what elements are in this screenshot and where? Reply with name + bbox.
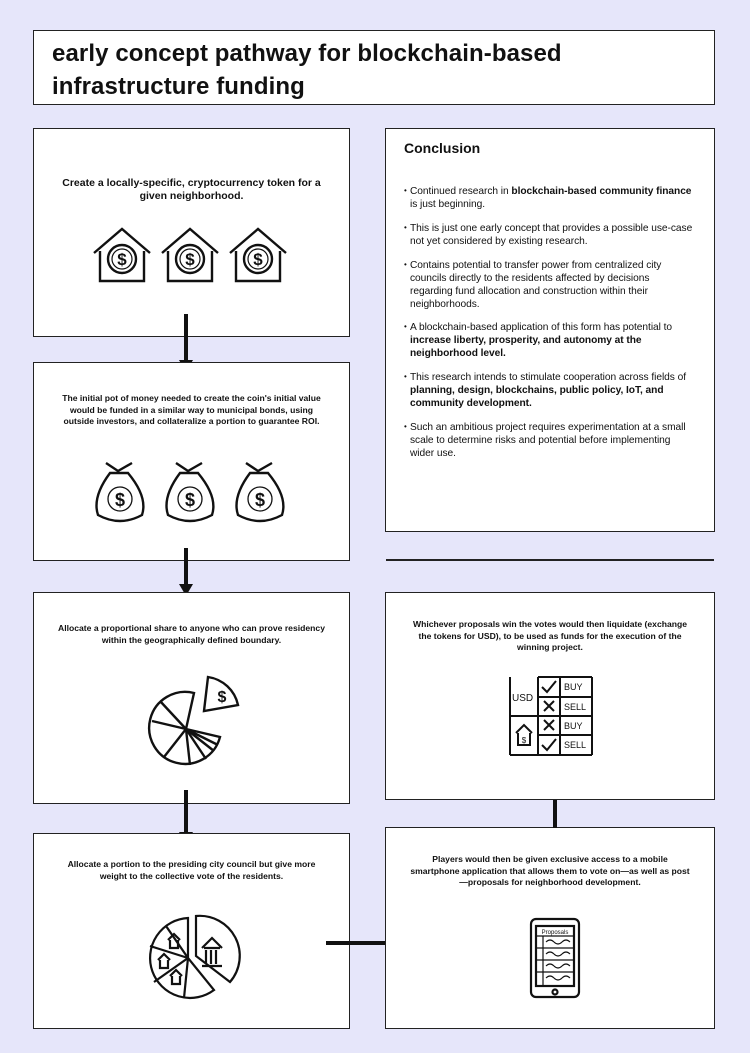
conclusion-item-1-run-1: Continued research in <box>410 186 512 197</box>
svg-text:SELL: SELL <box>564 702 587 712</box>
step-1-panel <box>33 128 350 337</box>
step-2-text: The initial pot of money needed to create the coin's initial value would be funded in a similar way to municipal bonds, using outside investors, and collateralize a portion to guarantee ROI. <box>62 393 321 426</box>
svg-text:$: $ <box>521 736 527 745</box>
pie-chart-icon <box>146 671 246 771</box>
conclusion-item-5-run-2: planning, design, blockchains, public policy, IoT, and community development. <box>410 385 664 410</box>
money-bag-icon <box>88 457 298 527</box>
step-1-text: Create a locally-specific, cryptocurrency token for a given neighborhood. <box>62 177 321 202</box>
pie-chart-houses-icon <box>144 912 254 1002</box>
exchange-table-icon <box>508 675 598 757</box>
step-5-text: Players would then be given exclusive access to a mobile smartphone application that allows them to vote on—as well as post—proposals for neighborhood development. <box>410 854 690 887</box>
svg-text:Proposals: Proposals <box>541 930 569 936</box>
step-2-panel <box>33 362 350 561</box>
phone-proposals-icon <box>528 916 584 1000</box>
step-5-panel <box>385 827 715 1029</box>
house-dollar-icon <box>90 225 290 285</box>
step-4-panel <box>33 833 350 1029</box>
svg-text:SELL: SELL <box>564 740 587 750</box>
svg-text:$: $ <box>117 250 127 269</box>
conclusion-panel <box>385 128 715 532</box>
step-3-panel <box>33 592 350 804</box>
step-6-text: Whichever proposals win the votes would then liquidate (exchange the tokens for USD), to be used as funds for the execution of the winning project. <box>412 619 688 652</box>
step-6-panel <box>385 592 715 800</box>
svg-text:BUY: BUY <box>564 682 583 692</box>
conclusion-item-4 <box>404 321 694 360</box>
svg-text:$: $ <box>253 250 263 269</box>
arrow-down-2 <box>178 548 194 598</box>
conclusion-list <box>404 185 694 471</box>
svg-text:$: $ <box>217 689 227 706</box>
svg-text:$: $ <box>184 490 196 510</box>
conclusion-item-1-run-3: is just beginning. <box>410 199 485 210</box>
conclusion-item-1 <box>404 185 694 211</box>
conclusion-item-3-run-1: Contains potential to transfer power from centralized city councils directly to the residents affected by decisions regarding fund allocation and construction within their neighborhoods. <box>410 259 662 310</box>
conclusion-item-6 <box>404 421 694 460</box>
step-4-text: Allocate a portion to the presiding city council but give more weight to the collective vote of the residents. <box>67 859 316 881</box>
svg-text:BUY: BUY <box>564 721 583 731</box>
conclusion-item-6-run-1: Such an ambitious project requires experimentation at a small scale to determine risks and potential before implementing wider use. <box>410 421 686 459</box>
step-3-text: Allocate a proportional share to anyone who can prove residency within the geographically defined boundary. <box>58 623 325 645</box>
conclusion-item-5-run-1: This research intends to stimulate cooperation across fields of <box>410 372 687 384</box>
conclusion-item-4-run-2: increase liberty, prosperity, and autonomy at the neighborhood level. <box>410 335 642 360</box>
conclusion-item-1-run-2: blockchain-based community finance <box>511 186 692 197</box>
svg-text:$: $ <box>254 490 266 510</box>
page-title: early concept pathway for blockchain-based infrastructure funding <box>52 40 562 100</box>
conclusion-item-3 <box>404 259 694 311</box>
conclusion-item-4-run-1: A blockchain-based application of this form has potential to <box>410 322 673 334</box>
conclusion-item-2-run-1: This is just one early concept that provides a possible use-case not yet considered by existing research. <box>410 222 693 247</box>
title-box <box>33 30 715 105</box>
divider <box>386 559 714 561</box>
conclusion-heading: Conclusion <box>404 140 481 156</box>
svg-text:$: $ <box>114 490 126 510</box>
svg-text:$: $ <box>185 250 195 269</box>
svg-text:USD: USD <box>512 693 534 704</box>
conclusion-item-2 <box>404 222 694 248</box>
conclusion-item-5 <box>404 371 694 410</box>
